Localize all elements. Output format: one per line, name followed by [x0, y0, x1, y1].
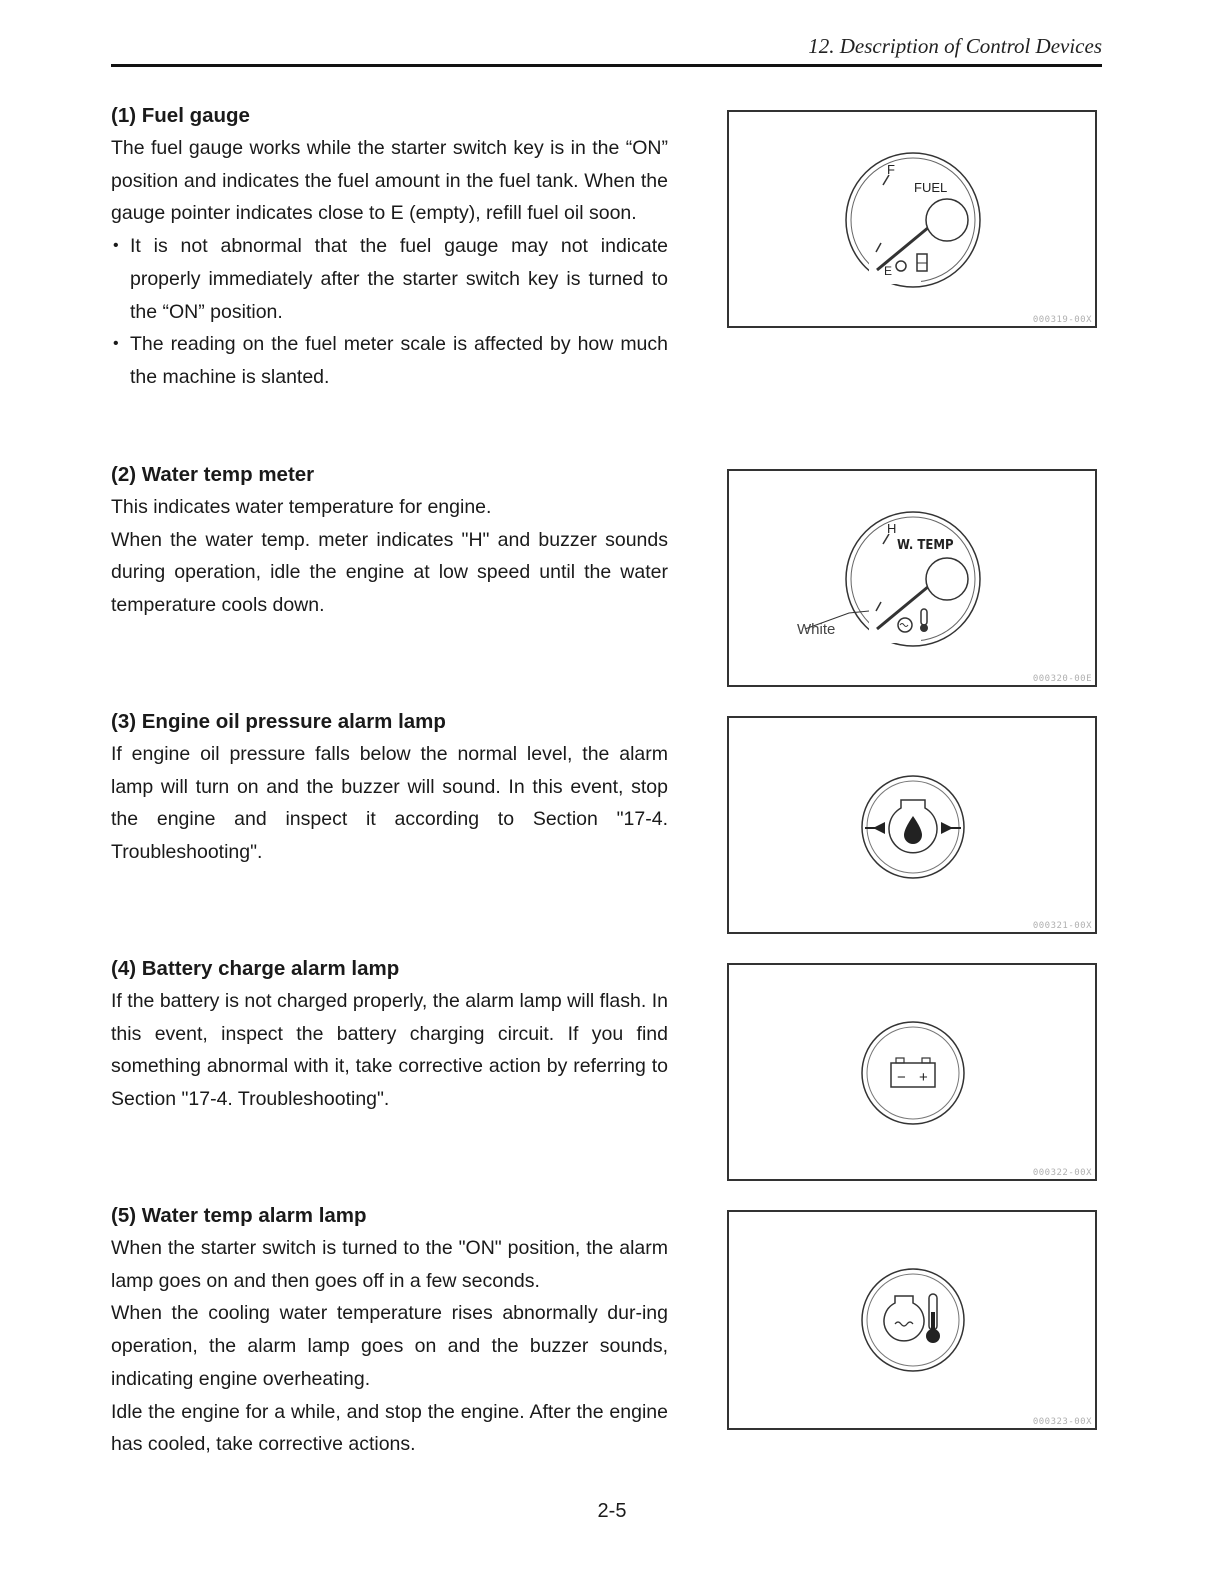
section-paragraph: Idle the engine for a while, and stop the engine. After the engine has cooled, take corrective actions. [111, 1400, 668, 1456]
section-heading: (2) Water temp meter [111, 463, 315, 486]
section-heading: (4) Battery charge alarm lamp [111, 957, 400, 980]
section-heading: (3) Engine oil pressure alarm lamp [111, 710, 446, 733]
section-paragraph: The fuel gauge works while the starter switch key is in the “ON” position and indicates the fuel amount in the fuel tank. When the gauge pointer indicates close to E (empty), refill fuel oil soon. [111, 137, 668, 225]
figure-code: 000319-00X [1032, 315, 1092, 325]
svg-text:W. TEMP: W. TEMP [897, 538, 954, 553]
section-paragraph: When the water temp. meter indicates "H" and buzzer sounds during operation, idle the engine at low speed until the water temperature cools down. [111, 528, 668, 617]
water-temp-meter-figure [727, 469, 1097, 687]
figure-code: 000323-00X [1032, 1417, 1092, 1427]
section-fuel-gauge [111, 100, 668, 394]
section-heading: (5) Water temp alarm lamp [111, 1204, 367, 1227]
section-water-temp-meter [111, 459, 668, 622]
battery-lamp-figure [727, 963, 1097, 1181]
section-paragraph: When the starter switch is turned to the "ON" position, the alarm lamp goes on and then goes off in a few seconds. [111, 1237, 668, 1292]
coolant-temperature-icon [729, 1212, 1095, 1428]
figure-code: 000321-00X [1032, 921, 1092, 931]
section-water-temp-lamp [111, 1200, 668, 1461]
oil-pressure-icon [729, 718, 1095, 932]
water-temp-meter-icon [729, 471, 1095, 685]
svg-text:FUEL: FUEL [914, 180, 948, 195]
section-paragraph: If engine oil pressure falls below the normal level, the alarm lamp will turn on and the buzzer will sound. In this event, stop the engine and inspect it according to Section "17-4. Troubleshooting". [111, 743, 668, 864]
fuel-gauge-figure [727, 110, 1097, 328]
section-paragraph: If the battery is not charged properly, the alarm lamp will flash. In this event, inspect the battery charging circuit. If you find something abnormal with it, take corrective action by referring to Section "17-4. Troubleshooting". [111, 990, 668, 1111]
fuel-gauge-icon [729, 112, 1095, 326]
water-temp-lamp-figure [727, 1210, 1097, 1430]
figure-code: 000320-00E [1032, 674, 1092, 684]
section-paragraph: When the cooling water temperature rises abnormally dur-ing operation, the alarm lamp goes on and the buzzer sounds, indicating engine overheating. [111, 1302, 668, 1390]
svg-text:E: E [884, 264, 893, 278]
header-rule [111, 64, 1102, 67]
section-heading: (1) Fuel gauge [111, 104, 250, 127]
bullet-list [111, 230, 668, 394]
bullet-item: • The reading on the fuel meter scale is affected by how much the machine is slanted. [111, 328, 668, 393]
page-header-title: 12. Description of Control Devices [808, 34, 1102, 58]
svg-text:+: + [919, 1069, 928, 1086]
page-number: 2-5 [597, 1500, 627, 1522]
bullet-item: • It is not abnormal that the fuel gauge may not indicate properly immediately after the starter switch key is turned to the “ON” position. [111, 230, 668, 328]
section-oil-pressure-lamp [111, 706, 668, 869]
section-battery-charge-lamp [111, 953, 668, 1116]
section-paragraph: This indicates water temperature for engine. [111, 496, 492, 518]
oil-pressure-lamp-figure [727, 716, 1097, 934]
battery-icon [729, 965, 1095, 1179]
figure-code: 000322-00X [1032, 1168, 1092, 1178]
svg-text:White: White [797, 621, 836, 638]
svg-text:−: − [897, 1069, 906, 1086]
svg-text:H: H [887, 521, 897, 536]
svg-text:F: F [887, 162, 895, 177]
